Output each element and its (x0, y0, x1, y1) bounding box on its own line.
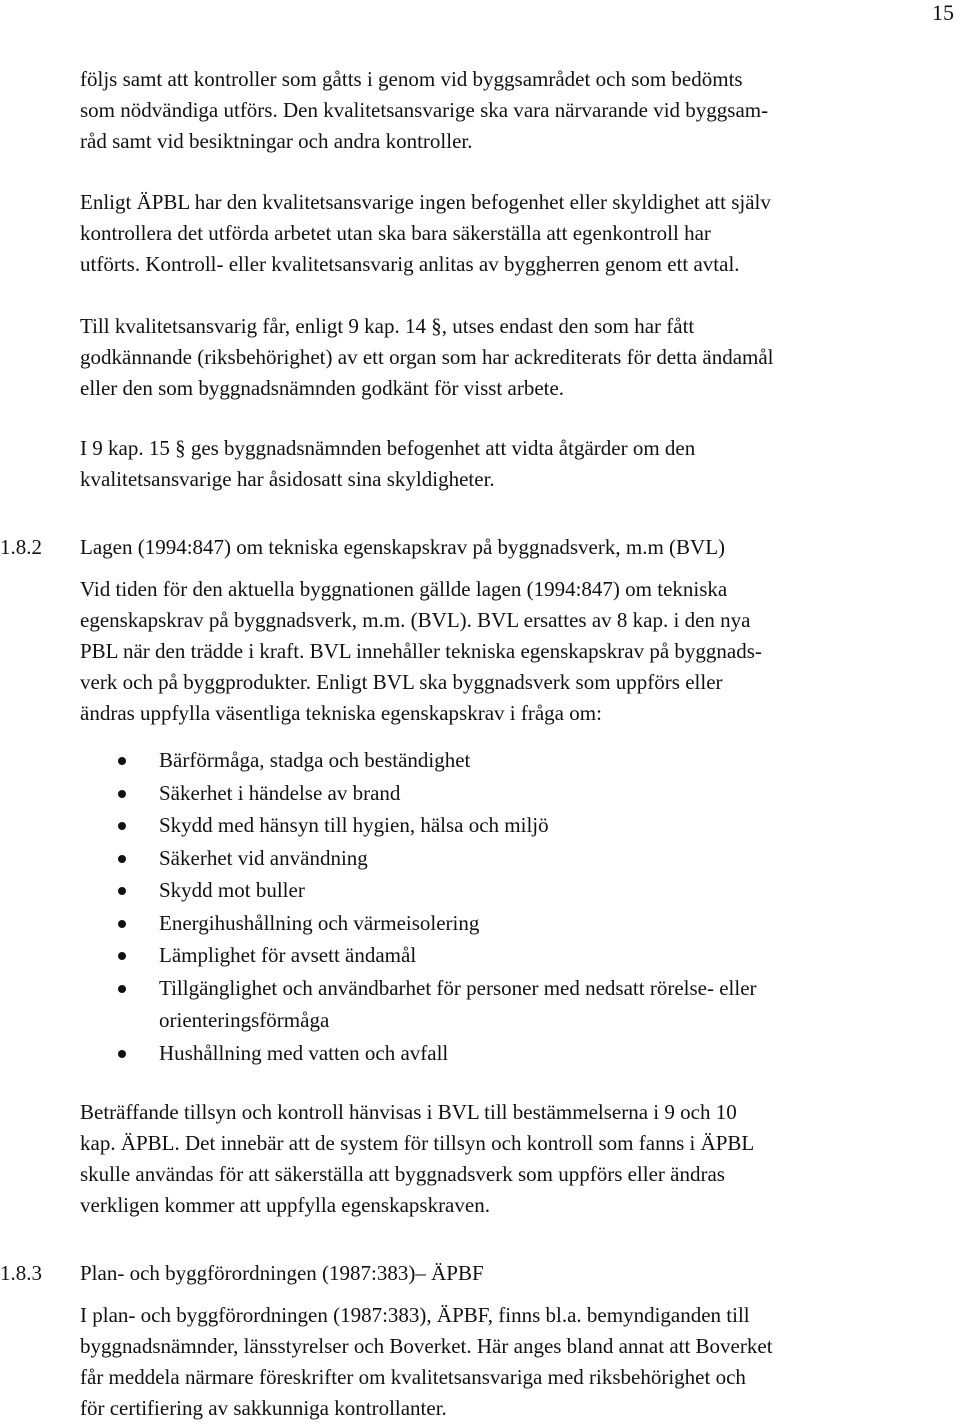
section-number: 1.8.2 (0, 535, 42, 559)
bullet-icon (118, 1050, 126, 1058)
list-item-text: Lämplighet för avsett ändamål (159, 943, 417, 967)
list-item (0, 1037, 960, 1070)
list-item-text: Säkerhet vid användning (159, 845, 368, 870)
list-item-text: Bärförmåga, stadga och beständighet (159, 748, 471, 772)
text-line: PBL när den trädde i kraft. BVL innehåller tekniska egenskapskrav på byggnads- (80, 639, 762, 663)
bullet-icon (118, 855, 126, 863)
text-line: egenskapskrav på byggnadsverk, m.m. (BVL). BVL ersattes av 8 kap. i den nya (80, 608, 751, 632)
text-line: godkännande (riksbehörighet) av ett organ som har ackrediterats för detta ändamål (80, 345, 774, 369)
text-line: verk och på byggprodukter. Enligt BVL ska byggnadsverk som uppförs eller (80, 670, 723, 694)
list-item (0, 777, 960, 810)
bullet-icon (118, 757, 126, 765)
text-line: Vid tiden för den aktuella byggnationen gällde lagen (1994:847) om tekniska (80, 577, 728, 601)
text-line: byggnadsnämnder, länsstyrelser och Boverket. Här anges bland annat att Boverket (80, 1334, 773, 1358)
bullet-icon (118, 790, 126, 798)
paragraph-1 (80, 64, 958, 157)
text-line: kvalitetsansvarige har åsidosatt sina skyldigheter. (80, 467, 495, 491)
section-1-8-2-intro (80, 574, 958, 729)
list-item (0, 874, 960, 907)
bullet-icon (118, 887, 126, 895)
requirements-list (0, 744, 960, 1069)
text-line: som nödvändiga utförs. Den kvalitetsansvarige ska vara närvarande vid byggsam- (80, 98, 769, 122)
paragraph-4 (80, 433, 958, 495)
bullet-icon (118, 822, 126, 830)
section-title: Lagen (1994:847) om tekniska egenskapskrav på byggnadsverk, m.m (BVL) (80, 535, 726, 559)
text-line: Till kvalitetsansvarig får, enligt 9 kap. 14 §, utses endast den som har fått (80, 314, 695, 338)
text-line: kap. ÄPBL. Det innebär att de system för tillsyn och kontroll som fanns i ÄPBL (80, 1131, 755, 1155)
bullet-icon (118, 920, 126, 928)
text-line: verkligen kommer att uppfylla egenskapskraven. (80, 1193, 490, 1217)
list-item-text-continued: orienteringsförmåga (159, 1008, 330, 1032)
list-item-text: Skydd mot buller (159, 878, 305, 902)
list-item-text: Tillgänglighet och användbarhet för personer med nedsatt rörelse- eller (159, 975, 757, 1000)
text-line: skulle användas för att säkerställa att byggnadsverk som uppförs eller ändras (80, 1162, 725, 1186)
list-item-text: Säkerhet i händelse av brand (159, 780, 401, 805)
section-title: Plan- och byggförordningen (1987:383)– ÄPBF (80, 1261, 484, 1285)
text-line: för certifiering av sakkunniga kontrollanter. (80, 1396, 447, 1420)
text-line: utförts. Kontroll- eller kvalitetsansvarig anlitas av byggherren genom ett avtal. (80, 252, 740, 276)
text-line: ändras uppfylla väsentliga tekniska egenskapskrav i fråga om: (80, 701, 602, 725)
paragraph-2 (80, 187, 958, 280)
section-1-8-3-body (80, 1300, 958, 1424)
list-item (0, 809, 960, 842)
text-line: råd samt vid besiktningar och andra kontroller. (80, 129, 473, 153)
bullet-icon (118, 985, 126, 993)
section-number: 1.8.3 (0, 1261, 42, 1285)
text-line: Enligt ÄPBL har den kvalitetsansvarige ingen befogenhet eller skyldighet att själv (80, 190, 771, 214)
list-item-text: Skydd med hänsyn till hygien, hälsa och miljö (159, 813, 549, 837)
list-item-text: Hushållning med vatten och avfall (159, 1040, 449, 1065)
text-line: följs samt att kontroller som gåtts i genom vid byggsamrådet och som bedömts (80, 67, 743, 91)
text-line: eller den som byggnadsnämnden godkänt för visst arbete. (80, 376, 565, 400)
text-line: I 9 kap. 15 § ges byggnadsnämnden befogenhet att vidta åtgärder om den (80, 436, 696, 460)
list-item (0, 972, 960, 1037)
text-line: I plan- och byggförordningen (1987:383), ÄPBF, finns bl.a. bemyndiganden till (80, 1303, 750, 1327)
bullet-icon (118, 952, 126, 960)
text-line: kontrollera det utförda arbetet utan ska bara säkerställa att egenkontroll har (80, 221, 711, 245)
list-item (0, 939, 960, 972)
page-number: 15 (932, 0, 954, 25)
paragraph-3 (80, 311, 958, 404)
list-item (0, 907, 960, 940)
text-line: får meddela närmare föreskrifter om kvalitetsansvariga med riksbehörighet och (80, 1365, 746, 1389)
list-item-text: Energihushållning och värmeisolering (159, 910, 480, 935)
section-1-8-2-closing (80, 1097, 958, 1221)
list-item (0, 744, 960, 777)
text-line: Beträffande tillsyn och kontroll hänvisas i BVL till bestämmelserna i 9 och 10 (80, 1100, 737, 1124)
list-item (0, 842, 960, 875)
